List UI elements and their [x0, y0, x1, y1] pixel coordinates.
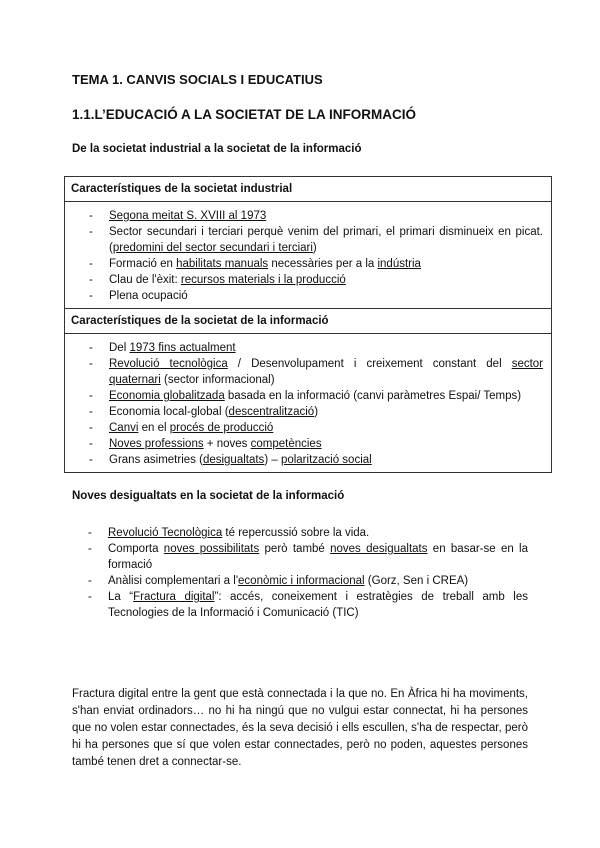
- text: La “: [108, 591, 134, 603]
- table-header-information: Característiques de la societat de la informació: [65, 309, 551, 334]
- underlined-text: Noves professions: [109, 438, 204, 450]
- list-item: [65, 340, 543, 356]
- text: Del: [109, 342, 130, 354]
- text: ): [314, 406, 319, 418]
- text: en basar-se en la formació: [108, 543, 528, 571]
- table-header-industrial: Característiques de la societat industrial: [65, 177, 551, 202]
- information-list: [65, 340, 543, 468]
- text: en el: [138, 422, 170, 434]
- industrial-list: [65, 208, 543, 304]
- text: però també: [259, 543, 331, 555]
- list-item: [65, 224, 543, 256]
- underlined-text: procés de producció: [169, 422, 274, 434]
- table-cell-industrial: [65, 202, 551, 309]
- text: Comporta: [108, 543, 164, 555]
- list-item: [65, 356, 543, 388]
- list-item: [65, 256, 543, 272]
- list-item: [65, 420, 543, 436]
- underlined-text: Fractura digital: [133, 591, 215, 603]
- table-cell-information: [65, 334, 551, 472]
- list-item: [65, 436, 543, 452]
- underlined-text: 1973 fins actualment: [129, 342, 236, 354]
- list-item: [72, 573, 528, 589]
- list-item: [65, 288, 543, 304]
- text: Clau de l'èxit:: [109, 274, 181, 286]
- text: Economia local-global (: [109, 406, 229, 418]
- list-item: [72, 525, 528, 541]
- underlined-text: Revolució tecnològica: [109, 358, 228, 370]
- underlined-text: Canvi: [109, 422, 139, 434]
- text: Formació en: [109, 258, 177, 270]
- document-title: TEMA 1. CANVIS SOCIALS I EDUCATIUS: [72, 72, 323, 87]
- underlined-text: noves possibilitats: [163, 543, 260, 555]
- underlined-text: Economia globalitzada: [109, 390, 225, 402]
- underlined-text: recursos materials i la producció: [180, 274, 346, 286]
- text: ): [312, 242, 317, 254]
- text: Anàlisi complementari a l': [108, 575, 239, 587]
- underlined-text: indústria: [377, 258, 421, 270]
- text: té repercussió sobre la vida.: [222, 527, 370, 539]
- underlined-text: econòmic i informacional: [238, 575, 365, 587]
- underlined-text: habilitats manuals: [176, 258, 269, 270]
- text: + noves: [203, 438, 251, 450]
- underlined-text: Revolució Tecnològica: [108, 527, 223, 539]
- text: Grans asimetries (: [109, 454, 203, 466]
- list-item: [72, 541, 528, 573]
- underlined-text: predomini del sector secundari i terciari: [112, 242, 313, 254]
- text: ) –: [264, 454, 281, 466]
- text: (Gorz, Sen i CREA): [364, 575, 469, 587]
- subheading-industrial-to-information: De la societat industrial a la societat de la informació: [72, 143, 362, 155]
- subheading-new-inequalities: Noves desigualtats en la societat de la informació: [72, 490, 345, 502]
- inequalities-list: [72, 525, 528, 621]
- comparison-table: [64, 176, 552, 473]
- underlined-text: noves desigualtats: [330, 543, 428, 555]
- section-heading: 1.1.L’EDUCACIÓ A LA SOCIETAT DE LA INFORMACIÓ: [72, 107, 417, 122]
- text: (sector informacional): [160, 374, 275, 386]
- underlined-text: sector quaternari: [109, 358, 544, 386]
- body-paragraph: Fractura digital entre la gent que està connectada i la que no. En Àfrica hi ha moviments, s'han enviat ordinadors… no hi ha ningú que no vulgui estar connectat, hi ha persones que no volen estar connectades, és la seva decisió i ells escullen, s'ha de respectar, però hi ha persones que sí que volen estar connectades, però no poden, aquestes persones també tenen dret a connectar-se.: [72, 688, 528, 768]
- list-item: [65, 388, 543, 404]
- underlined-text: descentralització: [228, 406, 315, 418]
- underlined-text: polarització social: [280, 454, 372, 466]
- text: Sector secundari i terciari perquè venim del primari, el primari disminueix en picat. (: [109, 226, 543, 254]
- text: ”: accés, coneixement i estratègies de treball amb les Tecnologies de la Informació i Comunicació (TIC): [108, 591, 528, 619]
- list-item: [65, 404, 543, 420]
- list-item: [65, 272, 543, 288]
- underlined-text: Segona meitat S. XVIII al 1973: [109, 210, 267, 222]
- text: Plena ocupació: [109, 290, 188, 302]
- underlined-text: competències: [250, 438, 322, 450]
- text: basada en la informació (canvi paràmetres Espai/ Temps): [224, 390, 522, 402]
- inequalities-section: [72, 525, 528, 621]
- list-item: [72, 589, 528, 621]
- underlined-text: desigualtats: [202, 454, 265, 466]
- list-item: [65, 208, 543, 224]
- text: / Desenvolupament i creixement constant del: [227, 358, 512, 370]
- text: necessàries per a la: [268, 258, 378, 270]
- list-item: [65, 452, 543, 468]
